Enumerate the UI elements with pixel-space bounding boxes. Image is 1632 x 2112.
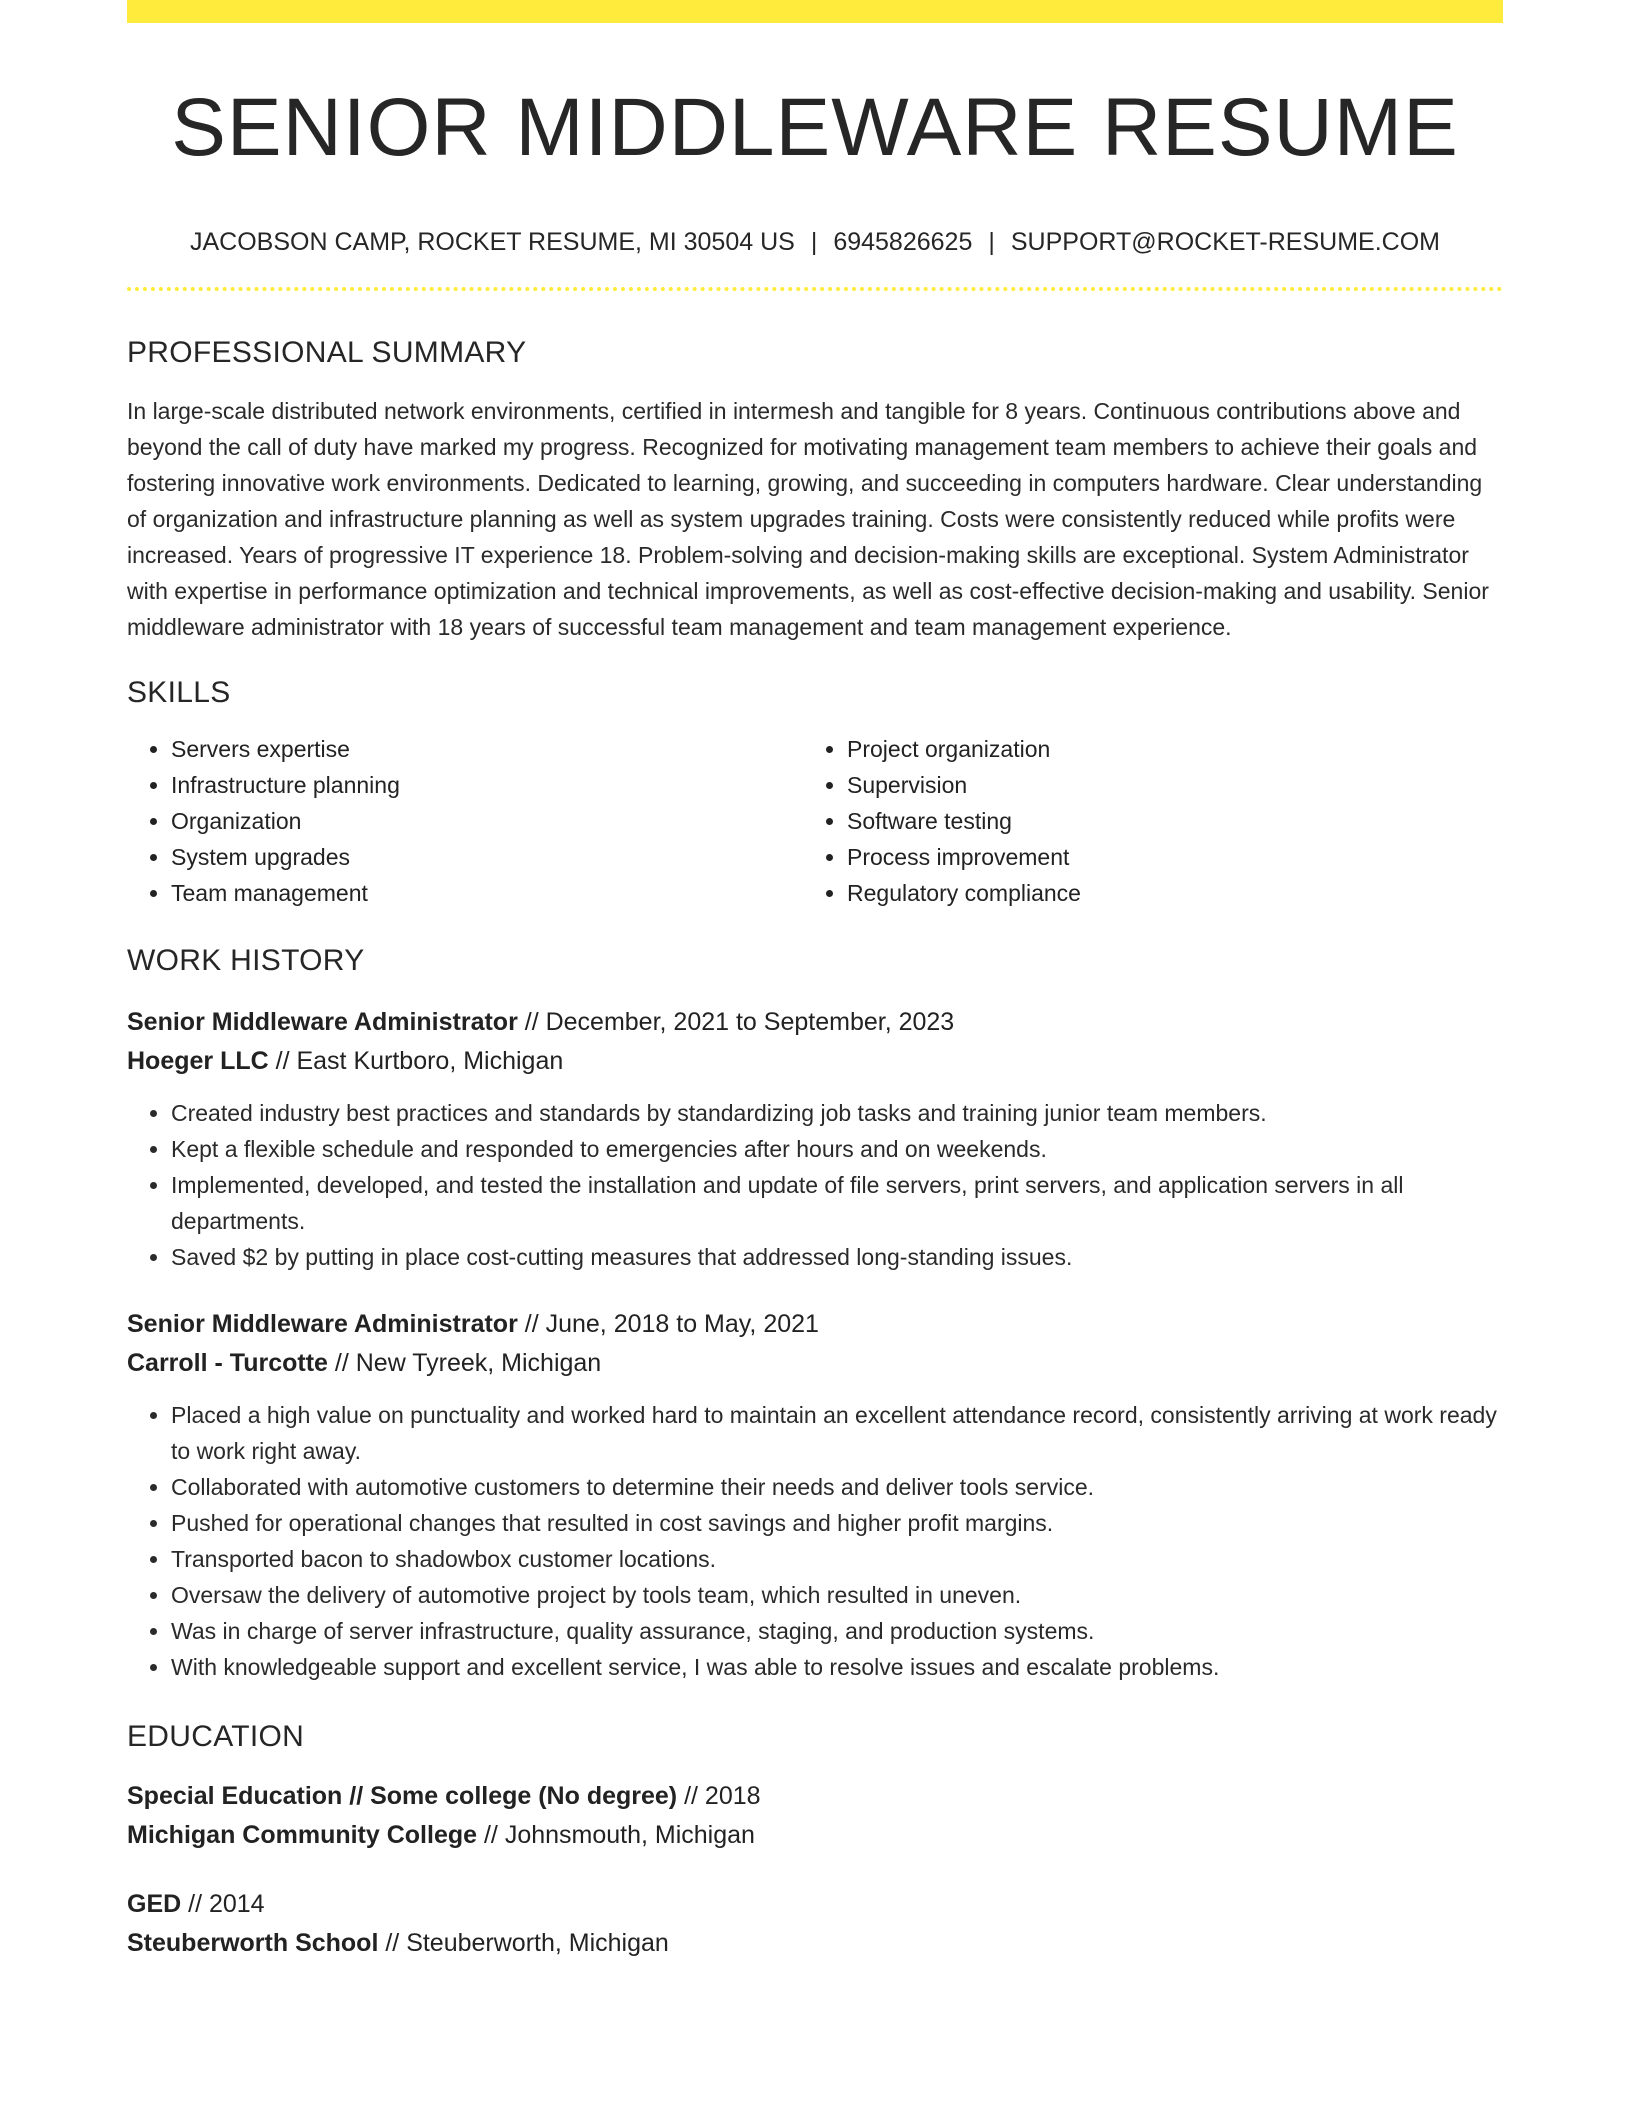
- job-dates: // December, 2021 to September, 2023: [517, 1008, 955, 1037]
- education-heading: EDUCATION: [127, 1720, 305, 1754]
- contact-phone: 6945826625: [833, 228, 973, 257]
- job-entry: [127, 1305, 1503, 1685]
- summary-text: In large-scale distributed network environments, certified in intermesh and tangible for 8 years. Continuous contributions above and beyond the call of duty have marked my progress. Recognized for motivating management team members to achieve their goals and fostering innovative work environments. Dedicated to learning, growing, and succeeding in computers hardware. Clear understanding of organization and infrastructure planning as well as system upgrades training. Costs were consistently reduced while profits were increased. Years of progressive IT experience 18. Problem-solving and decision-making skills are exceptional. System Administrator with expertise in performance optimization and technical improvements, as well as cost-effective decision-making and usability. Senior middleware administrator with 18 years of successful team management and team management experience.: [127, 398, 1489, 641]
- skill-item: • Regulatory compliance: [847, 875, 1479, 911]
- top-accent-bar: [127, 0, 1503, 23]
- skills-column-right: [803, 731, 1479, 911]
- job-role-line: [127, 1003, 1503, 1042]
- job-bullet: • Created industry best practices and standards by standardizing job tasks and training junior team members.: [171, 1095, 1503, 1131]
- skill-item: • Team management: [171, 875, 803, 911]
- education-location: // Johnsmouth, Michigan: [477, 1821, 755, 1850]
- contact-address: JACOBSON CAMP, ROCKET RESUME, MI 30504 US: [190, 228, 795, 257]
- skill-item: • System upgrades: [171, 839, 803, 875]
- job-bullet: • Collaborated with automotive customers to determine their needs and deliver tools service.: [171, 1469, 1503, 1505]
- job-bullet: • Pushed for operational changes that resulted in cost savings and higher profit margins.: [171, 1505, 1503, 1541]
- job-company-line: [127, 1042, 1503, 1081]
- education-degree: GED: [127, 1890, 182, 1919]
- work-history-heading: WORK HISTORY: [127, 944, 365, 978]
- resume-page: [127, 0, 1503, 1963]
- education-degree-line: [127, 1885, 1503, 1924]
- job-location: // East Kurtboro, Michigan: [268, 1047, 564, 1076]
- education-entry: [127, 1885, 1503, 1963]
- skill-item: • Project organization: [847, 731, 1479, 767]
- education-degree-line: [127, 1777, 1503, 1816]
- job-bullet: • Kept a flexible schedule and responded to emergencies after hours and on weekends.: [171, 1131, 1503, 1167]
- job-role: Senior Middleware Administrator: [127, 1008, 518, 1037]
- contact-separator: |: [810, 228, 818, 257]
- education-school: Michigan Community College: [127, 1821, 478, 1850]
- job-bullet: • Saved $2 by putting in place cost-cutting measures that addressed long-standing issues.: [171, 1239, 1503, 1275]
- education-year: // 2014: [181, 1890, 265, 1919]
- skill-item: • Servers expertise: [171, 731, 803, 767]
- header-divider: [127, 287, 1503, 291]
- job-bullets: [127, 1095, 1503, 1275]
- skills-heading: SKILLS: [127, 676, 231, 710]
- job-entry: [127, 1003, 1503, 1275]
- job-bullets: [127, 1397, 1503, 1685]
- education-school: Steuberworth School: [127, 1929, 379, 1958]
- education-school-line: [127, 1816, 1503, 1855]
- skill-item: • Infrastructure planning: [171, 767, 803, 803]
- job-company: Hoeger LLC: [127, 1047, 269, 1076]
- skill-item: • Software testing: [847, 803, 1479, 839]
- skill-item: • Organization: [171, 803, 803, 839]
- contact-email: SUPPORT@ROCKET-RESUME.COM: [1010, 228, 1440, 257]
- education-degree: Special Education // Some college (No degree): [127, 1782, 678, 1811]
- job-location: // New Tyreek, Michigan: [327, 1349, 602, 1378]
- skills-column-left: [127, 731, 803, 911]
- job-company-line: [127, 1344, 1503, 1383]
- skill-item: • Process improvement: [847, 839, 1479, 875]
- skills-list: [127, 731, 1503, 911]
- job-bullet: • Implemented, developed, and tested the installation and update of file servers, print servers, and application servers in all departments.: [171, 1167, 1503, 1239]
- job-role: Senior Middleware Administrator: [127, 1310, 518, 1339]
- education-entry: [127, 1777, 1503, 1855]
- job-dates: // June, 2018 to May, 2021: [517, 1310, 819, 1339]
- contact-line: [127, 227, 1503, 257]
- skill-item: • Supervision: [847, 767, 1479, 803]
- job-role-line: [127, 1305, 1503, 1344]
- job-bullet: • Transported bacon to shadowbox customer locations.: [171, 1541, 1503, 1577]
- job-bullet: • Placed a high value on punctuality and worked hard to maintain an excellent attendance record, consistently arriving at work ready to work right away.: [171, 1397, 1503, 1469]
- job-bullet: • Was in charge of server infrastructure, quality assurance, staging, and production systems.: [171, 1613, 1503, 1649]
- job-company: Carroll - Turcotte: [127, 1349, 328, 1378]
- job-bullet: • Oversaw the delivery of automotive project by tools team, which resulted in uneven.: [171, 1577, 1503, 1613]
- education-year: // 2018: [677, 1782, 761, 1811]
- resume-title: SENIOR MIDDLEWARE RESUME: [171, 82, 1459, 173]
- contact-separator: |: [988, 228, 995, 257]
- education-location: // Steuberworth, Michigan: [378, 1929, 669, 1958]
- job-bullet: • With knowledgeable support and excellent service, I was able to resolve issues and escalate problems.: [171, 1649, 1503, 1685]
- summary-heading: PROFESSIONAL SUMMARY: [127, 336, 527, 370]
- education-school-line: [127, 1924, 1503, 1963]
